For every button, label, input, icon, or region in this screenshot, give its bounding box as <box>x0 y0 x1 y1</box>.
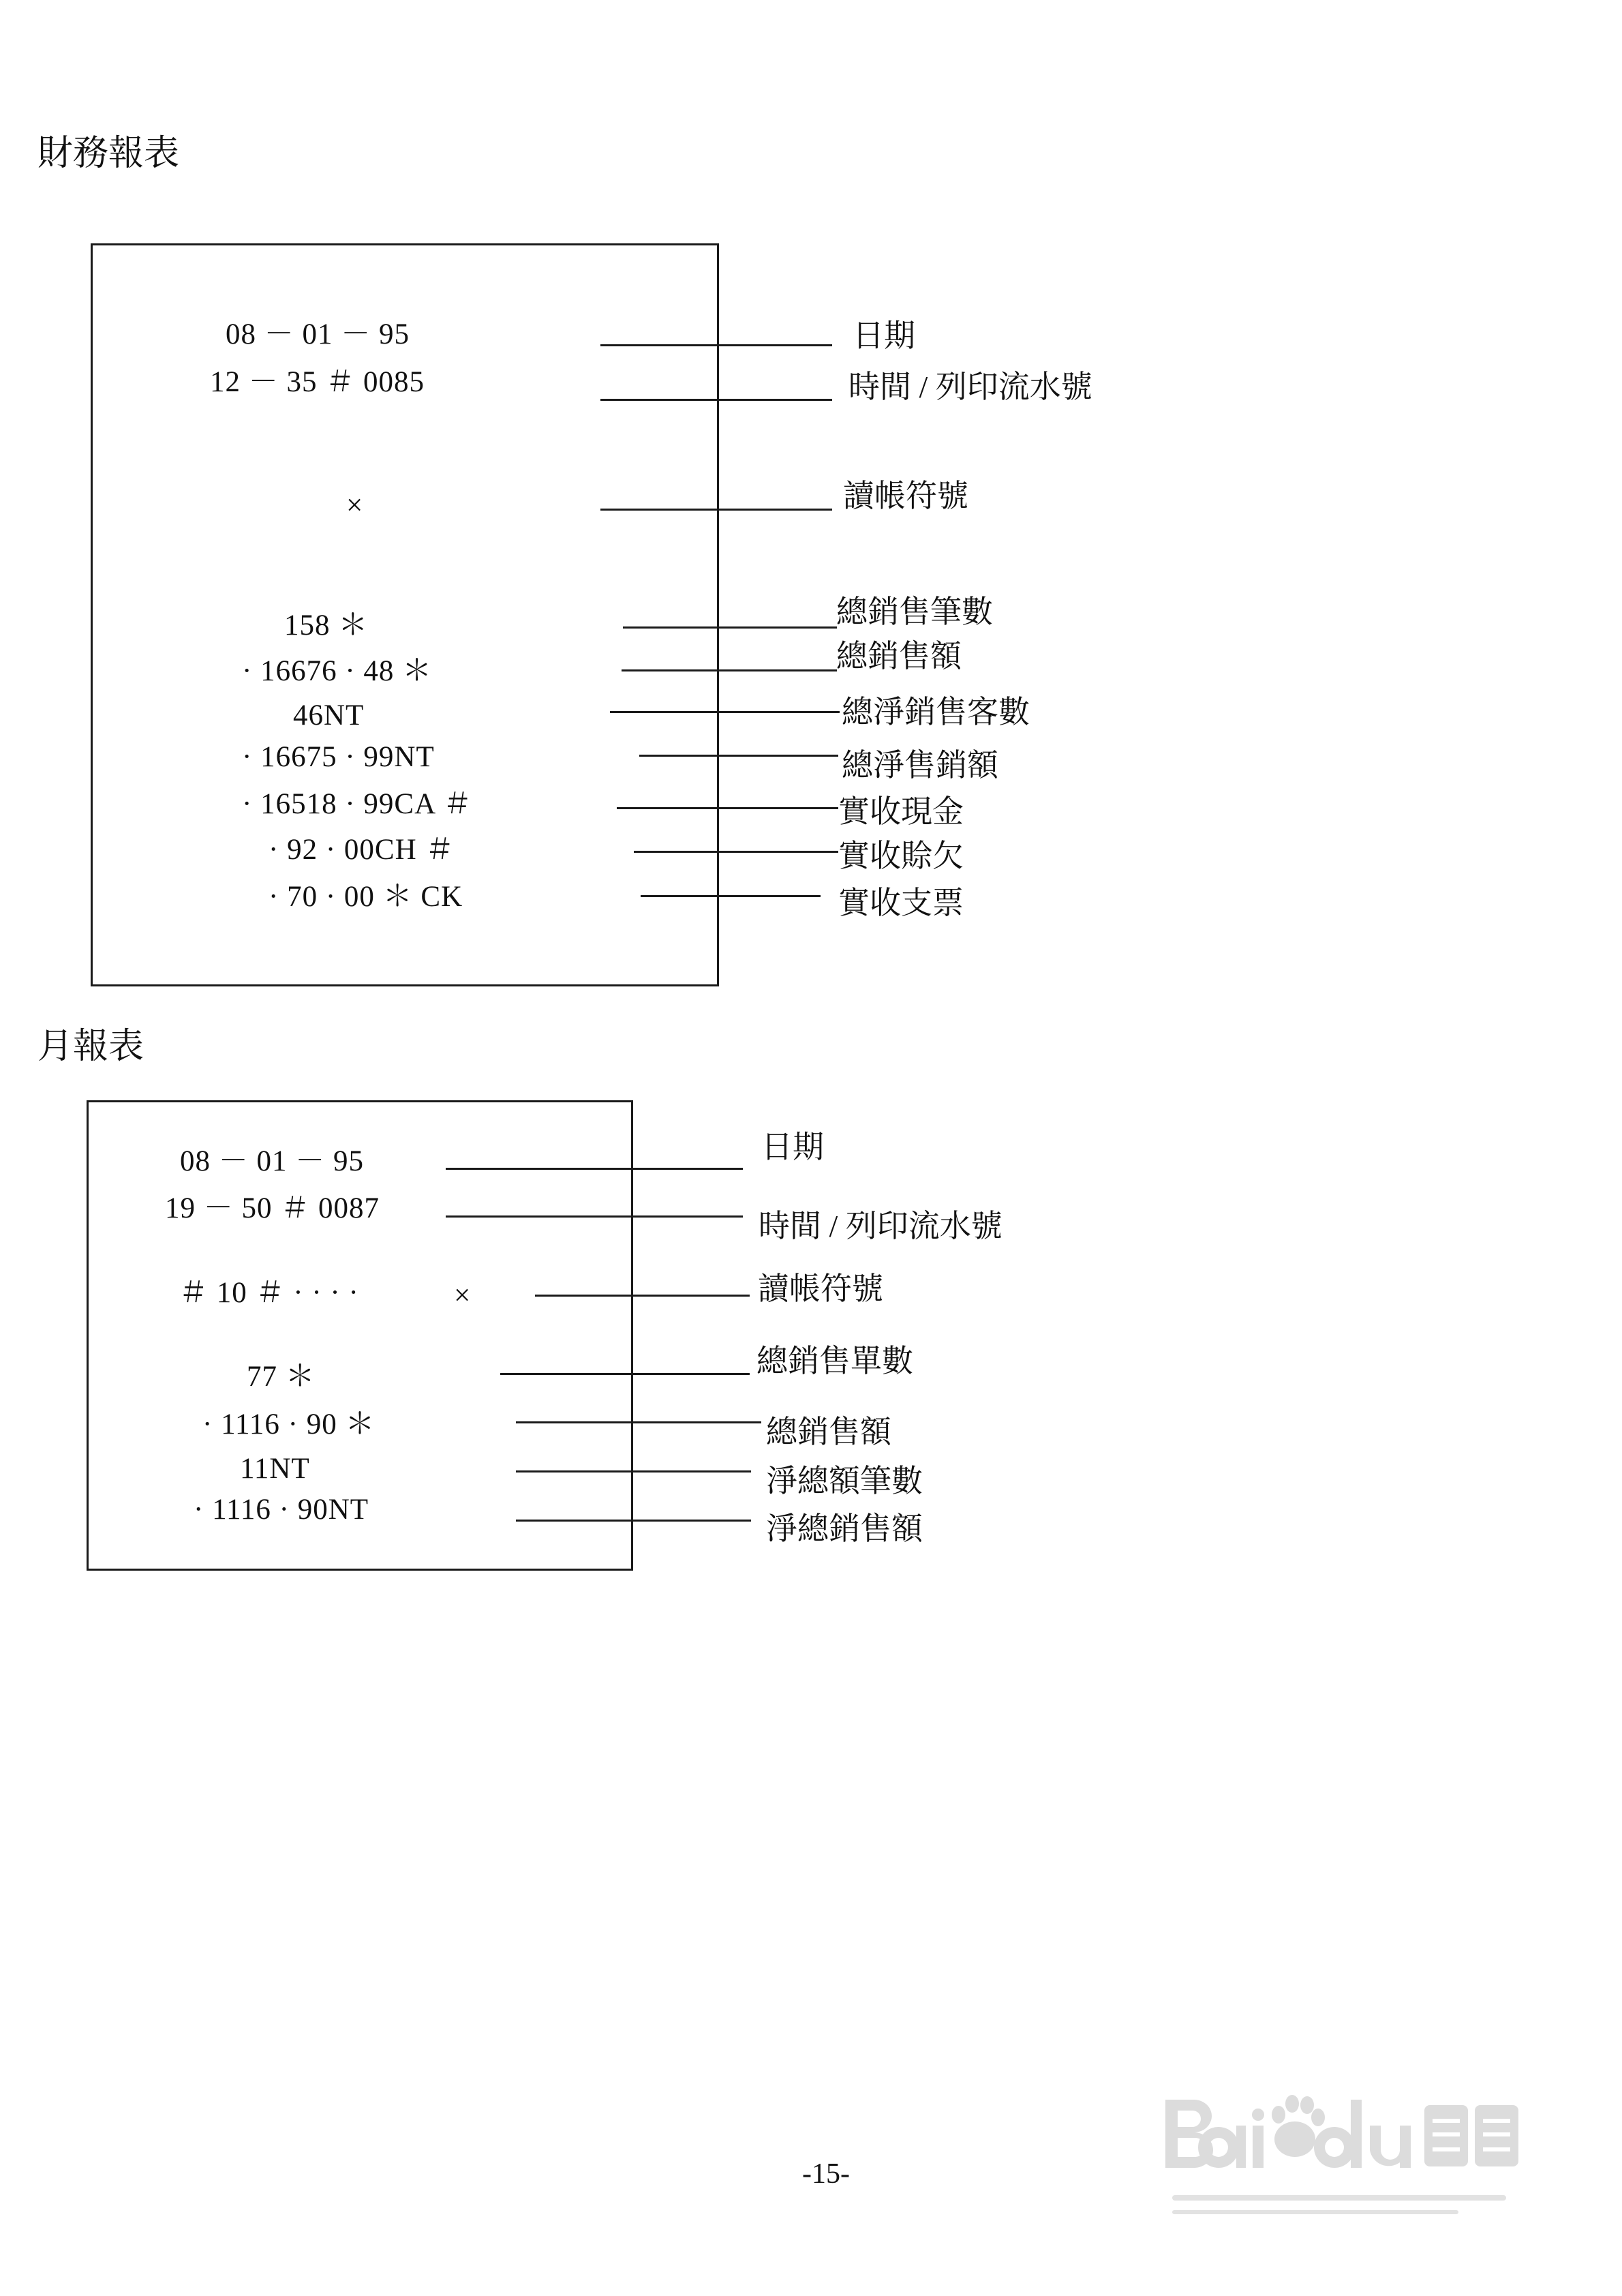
financial-label-total-sales-amount: 總銷售額 <box>836 639 962 674</box>
monthly-label-total-sales-amount: 總銷售額 <box>766 1415 891 1449</box>
leader-line-monthly-read-symbol <box>535 1295 750 1297</box>
financial-receipt-net-customer-count: 46NT <box>293 699 365 731</box>
monthly-label-time-serial: 時間 / 列印流水號 <box>759 1209 1003 1243</box>
monthly-receipt-net-count: 11NT <box>240 1453 310 1485</box>
baidu-jingyan-watermark <box>1152 2052 1533 2256</box>
financial-receipt-check: · 70 · 00 ＊ CK <box>269 881 463 913</box>
leader-line-net-sales-amount <box>639 755 838 757</box>
leader-line-monthly-time-serial <box>446 1215 743 1218</box>
monthly-label-read-symbol: 讀帳符號 <box>758 1271 883 1306</box>
page-number: -15- <box>802 2158 850 2190</box>
monthly-label-total-sales-units: 總銷售單數 <box>756 1344 913 1378</box>
leader-line-monthly-date <box>446 1168 743 1170</box>
leader-line-monthly-net-sales-amount <box>516 1520 751 1522</box>
financial-label-net-customer-count: 總淨銷售客數 <box>842 695 1030 729</box>
leader-line-total-sales-count <box>623 626 837 629</box>
leader-line-read-symbol <box>600 509 832 511</box>
leader-line-check <box>641 895 821 897</box>
financial-receipt-total-sales-count: 158 ＊ <box>284 609 369 641</box>
monthly-receipt-net-sales-amount: · 1116 · 90NT <box>194 1494 369 1526</box>
financial-label-read-symbol: 讀帳符號 <box>843 479 968 513</box>
monthly-receipt-total-sales-units: 77 ＊ <box>247 1361 316 1393</box>
leader-line-cash <box>617 807 838 809</box>
monthly-label-net-sales-amount: 淨總銷售額 <box>766 1511 923 1546</box>
monthly-report-title: 月報表 <box>37 1027 144 1066</box>
financial-label-check: 實收支票 <box>838 886 964 920</box>
monthly-label-date: 日期 <box>761 1130 824 1164</box>
monthly-receipt-time-serial: 19 － 50 ＃ 0087 <box>165 1192 380 1224</box>
financial-report-title: 財務報表 <box>37 134 180 173</box>
leader-line-total-sales-amount <box>622 669 837 671</box>
financial-label-time-serial: 時間 / 列印流水號 <box>848 369 1092 404</box>
financial-receipt-time-serial: 12 － 35 ＃ 0085 <box>210 366 425 398</box>
leader-line-monthly-net-count <box>516 1470 751 1472</box>
leader-line-time-serial <box>600 399 832 401</box>
financial-label-net-sales-amount: 總淨售銷額 <box>842 748 998 783</box>
financial-label-charge: 實收賒欠 <box>838 839 964 873</box>
financial-label-total-sales-count: 總銷售筆數 <box>836 594 993 629</box>
leader-line-monthly-total-sales-units <box>500 1373 750 1375</box>
financial-receipt-cash: · 16518 · 99CA ＃ <box>242 788 473 820</box>
financial-label-date: 日期 <box>853 318 915 353</box>
monthly-receipt-read-symbol: × <box>454 1280 472 1312</box>
financial-receipt-box <box>91 243 719 986</box>
financial-label-cash: 實收現金 <box>838 794 964 829</box>
leader-line-charge <box>634 851 838 853</box>
financial-receipt-total-sales-amount: · 16676 · 48 ＊ <box>242 655 433 687</box>
leader-line-monthly-total-sales-amount <box>516 1421 761 1423</box>
financial-receipt-date: 08 － 01 － 95 <box>226 318 410 350</box>
leader-line-date <box>600 344 832 346</box>
monthly-receipt-read-symbol-prefix: ＃ 10 ＃ · · · · <box>179 1277 359 1309</box>
financial-receipt-read-symbol: × <box>346 489 364 522</box>
monthly-receipt-date: 08 － 01 － 95 <box>180 1145 364 1177</box>
leader-line-net-customer-count <box>610 711 840 713</box>
monthly-label-net-count: 淨總額筆數 <box>766 1464 923 1498</box>
financial-receipt-net-sales-amount: · 16675 · 99NT <box>242 741 435 773</box>
monthly-receipt-total-sales-amount: · 1116 · 90 ＊ <box>202 1408 376 1440</box>
financial-receipt-charge: · 92 · 00CH ＃ <box>269 834 455 866</box>
